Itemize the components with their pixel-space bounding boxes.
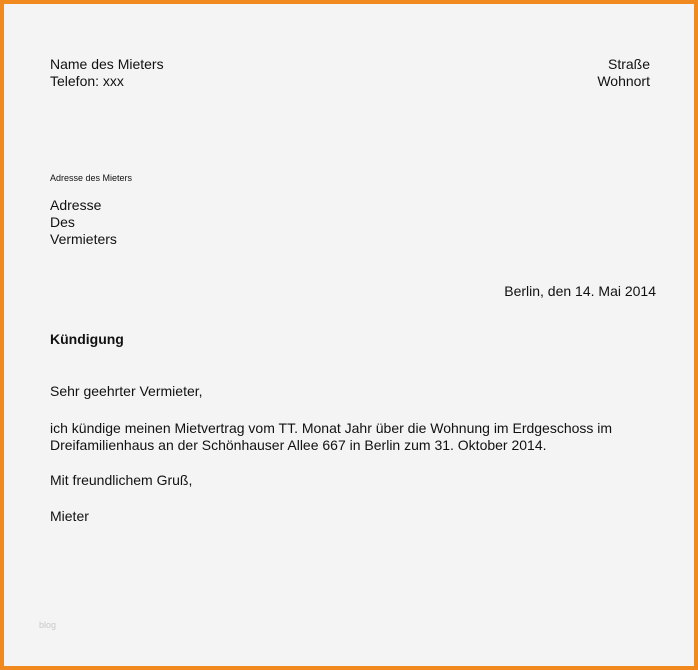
return-address-line: Adresse des Mieters (50, 173, 133, 183)
letter-subject: Kündigung (50, 331, 124, 347)
recipient-line-3: Vermieters (50, 231, 117, 247)
letter-signature: Mieter (50, 508, 89, 524)
letter-closing: Mit freundlichem Gruß, (50, 472, 193, 488)
sender-street: Straße (607, 56, 650, 72)
letter-body-line-2: Dreifamilienhaus an der Schönhauser Allee 667 in Berlin zum 31. Oktober 2014. (50, 437, 547, 453)
recipient-line-2: Des (50, 214, 75, 230)
letter-date: Berlin, den 14. Mai 2014 (504, 283, 656, 299)
watermark-text: blog (39, 620, 57, 630)
sender-phone: Telefon: xxx (50, 73, 124, 89)
recipient-line-1: Adresse (50, 197, 102, 213)
letter-salutation: Sehr geehrter Vermieter, (50, 383, 203, 399)
sender-name: Name des Mieters (50, 56, 164, 72)
letter-body-line-1: ich kündige meinen Mietvertrag vom TT. Monat Jahr über die Wohnung im Erdgeschoss im (50, 420, 613, 436)
sender-city: Wohnort (597, 73, 650, 89)
